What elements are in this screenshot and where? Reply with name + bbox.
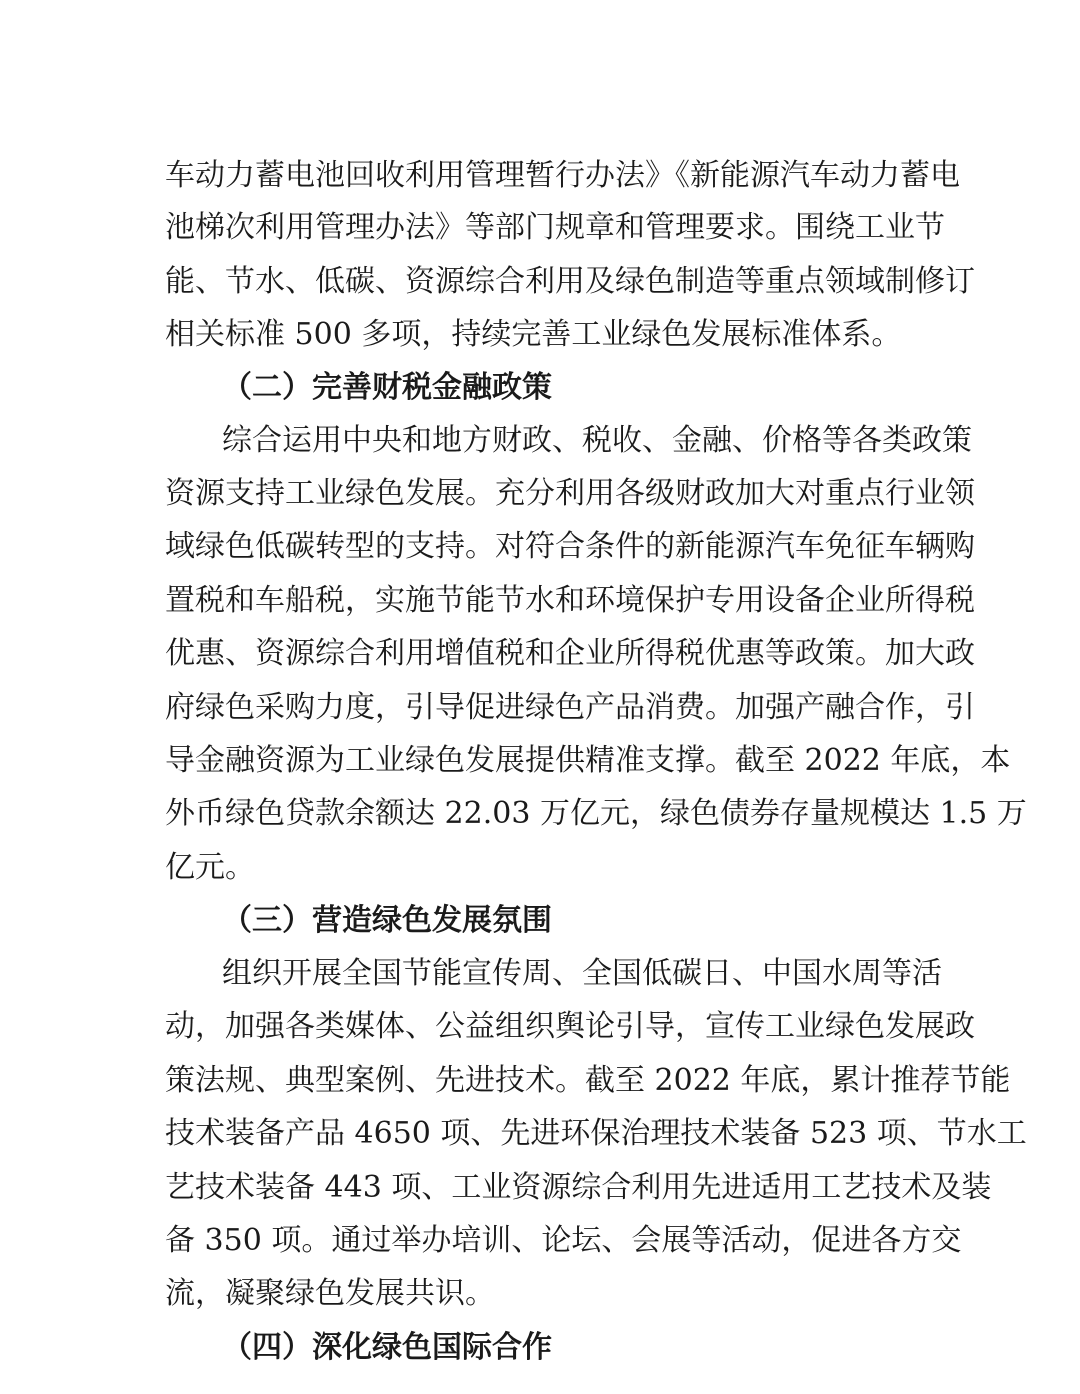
paragraph-line: 池梯次利用管理办法》等部门规章和管理要求。围绕工业节 — [165, 210, 945, 245]
paragraph-line: 域绿色低碳转型的支持。对符合条件的新能源汽车免征车辆购 — [165, 529, 975, 564]
section-heading: （三）营造绿色发展氛围 — [222, 903, 552, 938]
paragraph-line: 优惠、资源综合利用增值税和企业所得税优惠等政策。加大政 — [165, 636, 975, 671]
paragraph-line: 外币绿色贷款余额达 22.03 万亿元，绿色债券存量规模达 1.5 万 — [165, 796, 1027, 831]
paragraph-line: 资源支持工业绿色发展。充分利用各级财政加大对重点行业领 — [165, 476, 975, 511]
paragraph-line: 置税和车船税，实施节能节水和环境保护专用设备企业所得税 — [165, 583, 975, 618]
paragraph-line: 技术装备产品 4650 项、先进环保治理技术装备 523 项、节水工 — [165, 1116, 1027, 1151]
paragraph-line: 组织开展全国节能宣传周、全国低碳日、中国水周等活 — [222, 956, 942, 991]
paragraph-line: 亿元。 — [165, 850, 255, 885]
paragraph-line: 相关标准 500 多项，持续完善工业绿色发展标准体系。 — [165, 317, 902, 352]
paragraph-line: 能、节水、低碳、资源综合利用及绿色制造等重点领域制修订 — [165, 264, 975, 299]
paragraph-line: 策法规、典型案例、先进技术。截至 2022 年底，累计推荐节能 — [165, 1063, 1011, 1098]
paragraph-line: 车动力蓄电池回收利用管理暂行办法》《新能源汽车动力蓄电 — [165, 158, 960, 193]
paragraph-line: 艺技术装备 443 项、工业资源综合利用先进适用工艺技术及装 — [165, 1170, 992, 1205]
paragraph-line: 导金融资源为工业绿色发展提供精准支撑。截至 2022 年底，本 — [165, 743, 1011, 778]
section-heading: （四）深化绿色国际合作 — [222, 1330, 552, 1365]
section-heading: （二）完善财税金融政策 — [222, 370, 552, 405]
paragraph-line: 备 350 项。通过举办培训、论坛、会展等活动，促进各方交 — [165, 1223, 962, 1258]
paragraph-line: 流，凝聚绿色发展共识。 — [165, 1276, 495, 1311]
paragraph-line: 府绿色采购力度，引导促进绿色产品消费。加强产融合作，引 — [165, 690, 975, 725]
paragraph-line: 综合运用中央和地方财政、税收、金融、价格等各类政策 — [222, 423, 972, 458]
paragraph-line: 动，加强各类媒体、公益组织舆论引导，宣传工业绿色发展政 — [165, 1009, 975, 1044]
